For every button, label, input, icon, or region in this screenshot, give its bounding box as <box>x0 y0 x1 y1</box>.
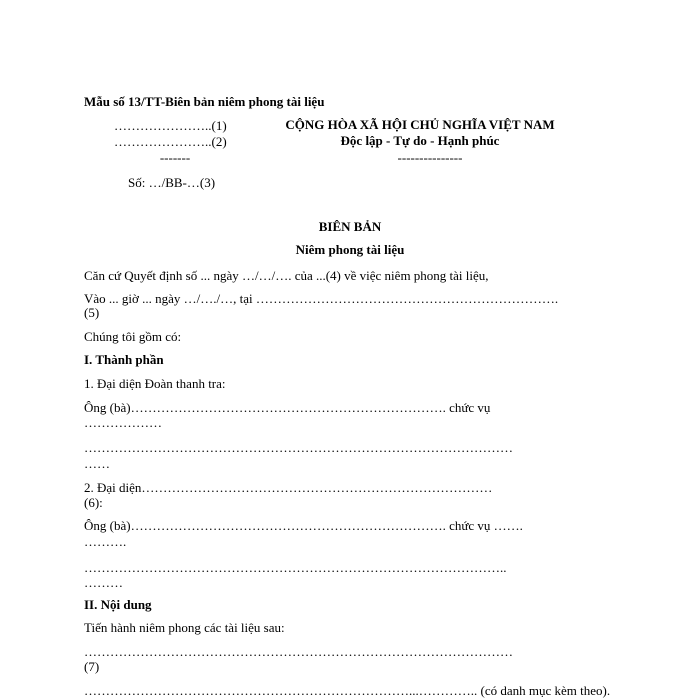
basis-line: Căn cứ Quyết định số ... ngày …/…/…. của ...(4) về việc niêm phong tài liệu, <box>84 268 489 283</box>
agency-divider: ------- <box>159 150 191 165</box>
inspection-team-heading: 1. Đại diện Đoàn thanh tra: <box>84 376 226 391</box>
agency-line-2: …………………..(2) <box>114 134 227 149</box>
members-line: Chúng tôi gồm có: <box>84 329 182 344</box>
inspection-team-person-cont: ……………… <box>84 415 162 430</box>
document-subtitle: Niêm phong tài liệu <box>295 242 405 257</box>
content-intro: Tiến hành niêm phong các tài liệu sau: <box>84 620 285 635</box>
national-motto: Độc lập - Tự do - Hạnh phúc <box>340 133 500 148</box>
content-dots: ……………………………………………………………………………………… <box>84 644 513 659</box>
content-last-line: …………………………………………………………………...………….. (có danh mục kèm theo). <box>84 683 611 698</box>
document-title: BIÊN BẢN <box>318 219 382 234</box>
time-place-line: Vào ... giờ ... ngày …/…./…, tại ……………………………………………………………. <box>84 291 559 306</box>
representative-dots-cont: ……… <box>84 575 123 590</box>
inspection-team-dots: ……………………………………………………………………………………… <box>84 440 513 455</box>
national-title: CỘNG HÒA XÃ HỘI CHỦ NGHĨA VIỆT NAM <box>285 117 555 132</box>
inspection-team-person: Ông (bà)………………………………………………………………. chức vụ <box>84 400 491 415</box>
section-content: II. Nội dung <box>84 597 152 612</box>
representative-heading: 2. Đại diện……………………………………………………………………… <box>84 480 493 495</box>
representative-person-cont: ………. <box>84 534 127 549</box>
inspection-team-dots-cont: …… <box>84 456 110 471</box>
time-place-note: (5) <box>84 305 100 320</box>
agency-line-1: …………………..(1) <box>114 118 227 133</box>
representative-note: (6): <box>84 495 103 510</box>
form-title: Mẫu số 13/TT-Biên bản niêm phong tài liệu <box>84 94 325 109</box>
document-number: Số: …/BB-…(3) <box>128 175 216 190</box>
motto-divider: --------------- <box>397 150 463 165</box>
section-composition: I. Thành phần <box>84 352 164 367</box>
representative-person: Ông (bà)………………………………………………………………. chức vụ ……. <box>84 518 523 533</box>
content-note: (7) <box>84 659 100 674</box>
representative-dots: …………………………………………………………………………………….. <box>84 560 507 575</box>
